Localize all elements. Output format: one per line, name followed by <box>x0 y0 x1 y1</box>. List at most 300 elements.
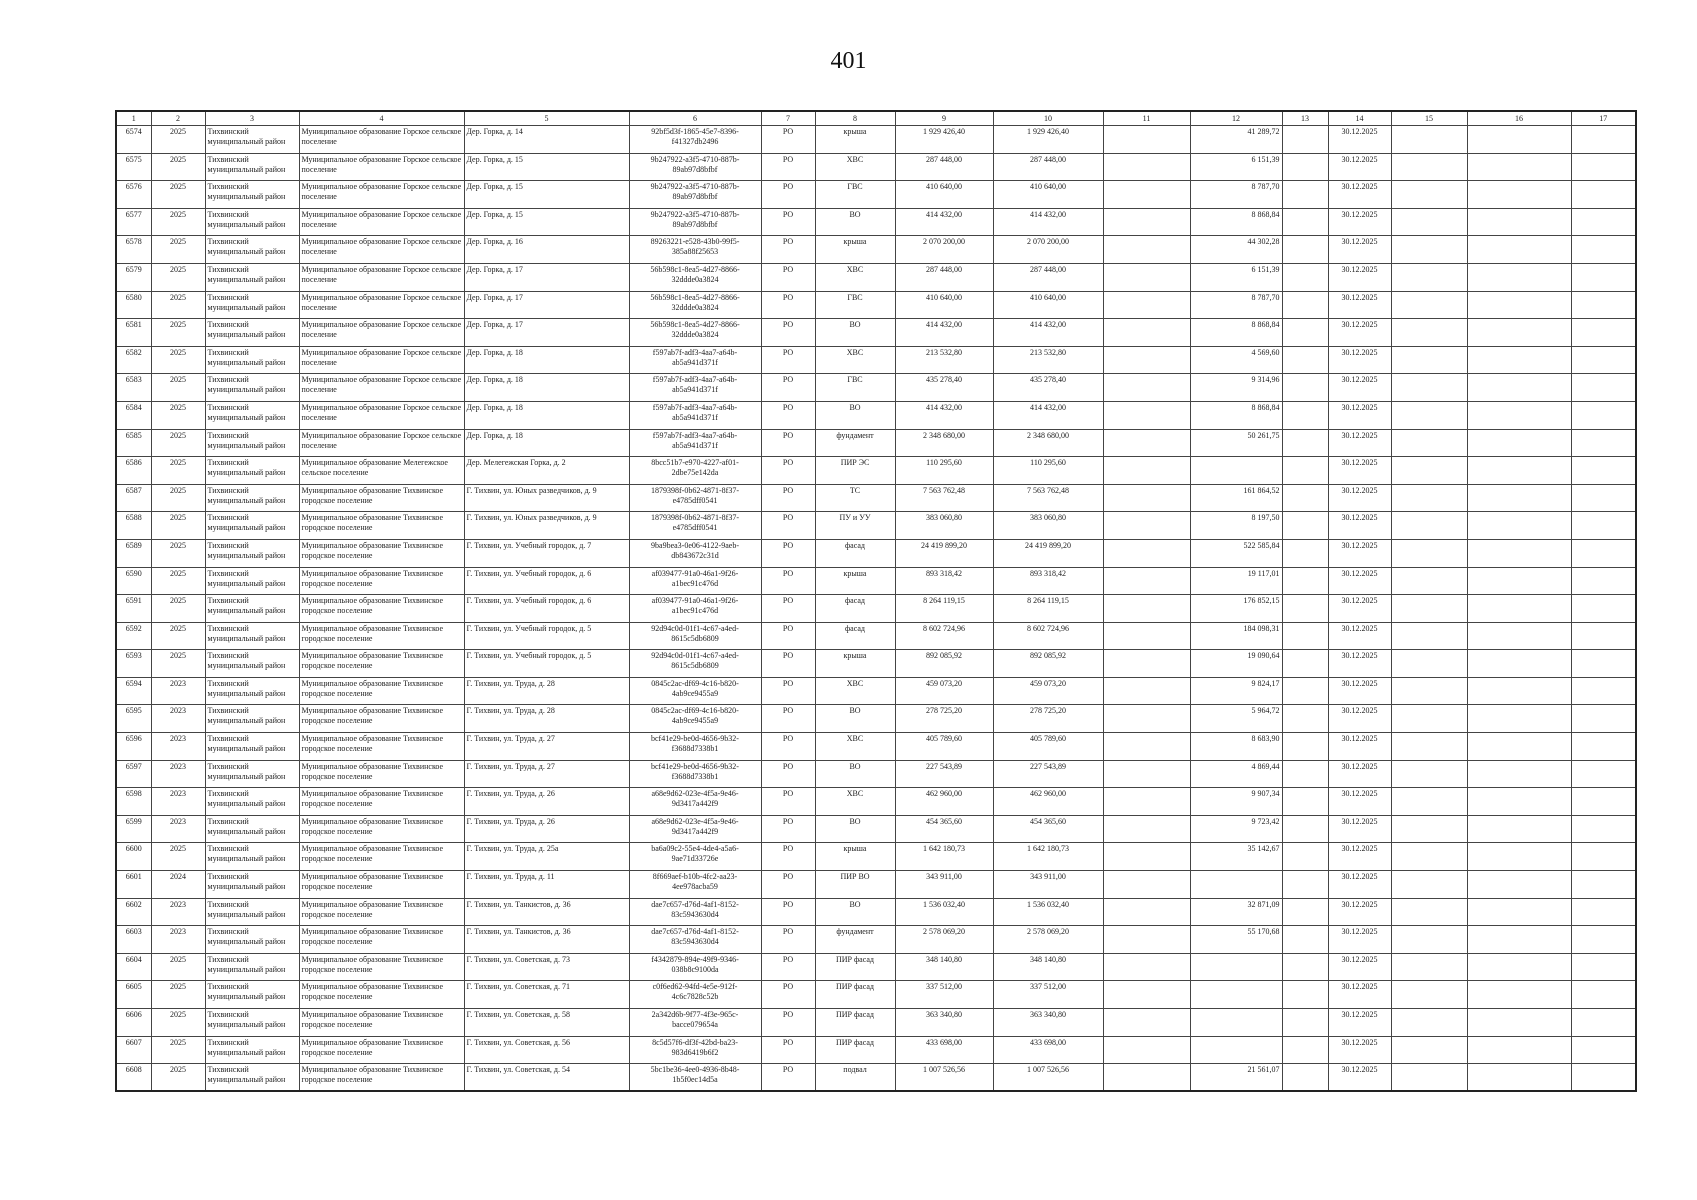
date-cell: 30.12.2025 <box>1328 760 1391 788</box>
column-header-2: 2 <box>151 111 205 126</box>
address-cell: Г. Тихвин, ул. Труда, д. 28 <box>464 705 629 733</box>
date-cell: 30.12.2025 <box>1328 871 1391 899</box>
municipality-cell: Муниципальное образование Тихвинское городское поселение <box>299 1064 464 1092</box>
row-number-cell: 6601 <box>116 871 151 899</box>
col16-cell <box>1467 263 1571 291</box>
row-number-cell: 6576 <box>116 181 151 209</box>
amount-col9-cell: 410 640,00 <box>895 181 993 209</box>
col11-cell <box>1103 181 1190 209</box>
row-number-cell: 6596 <box>116 733 151 761</box>
date-cell: 30.12.2025 <box>1328 953 1391 981</box>
col13-cell <box>1282 512 1328 540</box>
year-cell: 2025 <box>151 622 205 650</box>
date-cell: 30.12.2025 <box>1328 319 1391 347</box>
row-number-cell: 6605 <box>116 981 151 1009</box>
work-type-cell: ХВС <box>815 346 895 374</box>
type-cell: РО <box>761 374 815 402</box>
date-cell: 30.12.2025 <box>1328 595 1391 623</box>
table-row <box>116 153 1636 181</box>
guid-cell: 1879398f-0b62-4871-8f37-e4785dff0541 <box>629 512 761 540</box>
district-cell: Тихвинский муниципальный район <box>205 346 299 374</box>
guid-cell: 8f669aef-b10b-4fc2-aa23-4ee978acba59 <box>629 871 761 899</box>
row-number-cell: 6584 <box>116 401 151 429</box>
col16-cell <box>1467 126 1571 154</box>
column-header-11: 11 <box>1103 111 1190 126</box>
address-cell: Дер. Мелегежская Горка, д. 2 <box>464 457 629 485</box>
row-number-cell: 6583 <box>116 374 151 402</box>
col13-cell <box>1282 429 1328 457</box>
type-cell: РО <box>761 181 815 209</box>
date-cell: 30.12.2025 <box>1328 401 1391 429</box>
amount-col12-cell: 6 151,39 <box>1190 263 1282 291</box>
type-cell: РО <box>761 512 815 540</box>
work-type-cell: ПИР фасад <box>815 981 895 1009</box>
district-cell: Тихвинский муниципальный район <box>205 705 299 733</box>
amount-col12-cell: 21 561,07 <box>1190 1064 1282 1092</box>
col13-cell <box>1282 650 1328 678</box>
table-row <box>116 1036 1636 1064</box>
work-type-cell: ГВС <box>815 291 895 319</box>
col17-cell <box>1571 650 1636 678</box>
amount-col12-cell: 44 302,28 <box>1190 236 1282 264</box>
year-cell: 2023 <box>151 898 205 926</box>
amount-col10-cell: 227 543,89 <box>993 760 1103 788</box>
col15-cell <box>1391 429 1467 457</box>
col11-cell <box>1103 457 1190 485</box>
work-type-cell: подвал <box>815 1064 895 1092</box>
address-cell: Г. Тихвин, ул. Труда, д. 26 <box>464 788 629 816</box>
amount-col9-cell: 383 060,80 <box>895 512 993 540</box>
amount-col12-cell: 522 585,84 <box>1190 539 1282 567</box>
col11-cell <box>1103 236 1190 264</box>
type-cell: РО <box>761 291 815 319</box>
col15-cell <box>1391 898 1467 926</box>
amount-col9-cell: 1 536 032,40 <box>895 898 993 926</box>
amount-col9-cell: 337 512,00 <box>895 981 993 1009</box>
col11-cell <box>1103 126 1190 154</box>
work-type-cell: ПИР ЭС <box>815 457 895 485</box>
address-cell: Г. Тихвин, ул. Танкистов, д. 36 <box>464 898 629 926</box>
guid-cell: 92bf5d3f-1865-45e7-8396-f41327db2496 <box>629 126 761 154</box>
date-cell: 30.12.2025 <box>1328 898 1391 926</box>
col17-cell <box>1571 981 1636 1009</box>
row-number-cell: 6597 <box>116 760 151 788</box>
year-cell: 2025 <box>151 953 205 981</box>
guid-cell: a68e9d62-023e-4f5a-9e46-9d3417a442f9 <box>629 815 761 843</box>
guid-cell: 5bc1be36-4ee0-4936-8b48-1b5f0ec14d5a <box>629 1064 761 1092</box>
col16-cell <box>1467 595 1571 623</box>
amount-col12-cell: 9 723,42 <box>1190 815 1282 843</box>
year-cell: 2023 <box>151 815 205 843</box>
col15-cell <box>1391 760 1467 788</box>
amount-col9-cell: 414 432,00 <box>895 319 993 347</box>
amount-col12-cell <box>1190 1009 1282 1037</box>
amount-col12-cell <box>1190 981 1282 1009</box>
date-cell: 30.12.2025 <box>1328 788 1391 816</box>
district-cell: Тихвинский муниципальный район <box>205 733 299 761</box>
col17-cell <box>1571 595 1636 623</box>
col17-cell <box>1571 788 1636 816</box>
amount-col9-cell: 410 640,00 <box>895 291 993 319</box>
row-number-cell: 6590 <box>116 567 151 595</box>
col17-cell <box>1571 1009 1636 1037</box>
row-number-cell: 6598 <box>116 788 151 816</box>
guid-cell: 9ba9bea3-0e06-4122-9aeb-db843672c31d <box>629 539 761 567</box>
guid-cell: f597ab7f-adf3-4aa7-a64b-ab5a941d371f <box>629 374 761 402</box>
type-cell: РО <box>761 319 815 347</box>
municipality-cell: Муниципальное образование Горское сельское поселение <box>299 291 464 319</box>
col15-cell <box>1391 181 1467 209</box>
date-cell: 30.12.2025 <box>1328 374 1391 402</box>
col13-cell <box>1282 484 1328 512</box>
amount-col10-cell: 433 698,00 <box>993 1036 1103 1064</box>
col16-cell <box>1467 622 1571 650</box>
col15-cell <box>1391 484 1467 512</box>
col16-cell <box>1467 429 1571 457</box>
date-cell: 30.12.2025 <box>1328 429 1391 457</box>
work-type-cell: ХВС <box>815 677 895 705</box>
amount-col10-cell: 8 602 724,96 <box>993 622 1103 650</box>
row-number-cell: 6580 <box>116 291 151 319</box>
table-row <box>116 953 1636 981</box>
address-cell: Г. Тихвин, ул. Труда, д. 26 <box>464 815 629 843</box>
address-cell: Г. Тихвин, ул. Учебный городок, д. 5 <box>464 622 629 650</box>
guid-cell: 8c5d57f6-df3f-42bd-ba23-983d6419b6f2 <box>629 1036 761 1064</box>
district-cell: Тихвинский муниципальный район <box>205 374 299 402</box>
amount-col10-cell: 414 432,00 <box>993 319 1103 347</box>
col17-cell <box>1571 153 1636 181</box>
amount-col10-cell: 24 419 899,20 <box>993 539 1103 567</box>
amount-col12-cell: 161 864,52 <box>1190 484 1282 512</box>
amount-col10-cell: 435 278,40 <box>993 374 1103 402</box>
type-cell: РО <box>761 484 815 512</box>
date-cell: 30.12.2025 <box>1328 457 1391 485</box>
amount-col9-cell: 414 432,00 <box>895 401 993 429</box>
amount-col12-cell <box>1190 871 1282 899</box>
type-cell: РО <box>761 953 815 981</box>
col15-cell <box>1391 374 1467 402</box>
col17-cell <box>1571 760 1636 788</box>
column-number-row <box>116 111 1636 126</box>
guid-cell: 1879398f-0b62-4871-8f37-e4785dff0541 <box>629 484 761 512</box>
work-type-cell: ВО <box>815 760 895 788</box>
col11-cell <box>1103 760 1190 788</box>
amount-col12-cell: 19 117,01 <box>1190 567 1282 595</box>
table-row <box>116 1064 1636 1092</box>
row-number-cell: 6585 <box>116 429 151 457</box>
type-cell: РО <box>761 1036 815 1064</box>
work-type-cell: ПУ и УУ <box>815 512 895 540</box>
col15-cell <box>1391 1036 1467 1064</box>
guid-cell: 2a342d6b-9f77-4f3e-965c-bacce079654a <box>629 1009 761 1037</box>
type-cell: РО <box>761 760 815 788</box>
district-cell: Тихвинский муниципальный район <box>205 236 299 264</box>
col13-cell <box>1282 346 1328 374</box>
district-cell: Тихвинский муниципальный район <box>205 1009 299 1037</box>
year-cell: 2023 <box>151 788 205 816</box>
col17-cell <box>1571 677 1636 705</box>
type-cell: РО <box>761 815 815 843</box>
district-cell: Тихвинский муниципальный район <box>205 760 299 788</box>
guid-cell: c0f6ed62-94fd-4e5e-912f-4c6c7828c52b <box>629 981 761 1009</box>
address-cell: Г. Тихвин, ул. Советская, д. 73 <box>464 953 629 981</box>
municipality-cell: Муниципальное образование Тихвинское городское поселение <box>299 595 464 623</box>
work-type-cell: фундамент <box>815 926 895 954</box>
district-cell: Тихвинский муниципальный район <box>205 622 299 650</box>
amount-col10-cell: 405 789,60 <box>993 733 1103 761</box>
col15-cell <box>1391 126 1467 154</box>
col13-cell <box>1282 815 1328 843</box>
table-row <box>116 208 1636 236</box>
col11-cell <box>1103 346 1190 374</box>
guid-cell: a68e9d62-023e-4f5a-9e46-9d3417a442f9 <box>629 788 761 816</box>
address-cell: Дер. Горка, д. 18 <box>464 346 629 374</box>
amount-col10-cell: 287 448,00 <box>993 153 1103 181</box>
guid-cell: 56b598c1-8ea5-4d27-8866-32ddde0a3824 <box>629 319 761 347</box>
row-number-cell: 6595 <box>116 705 151 733</box>
col16-cell <box>1467 981 1571 1009</box>
work-type-cell: ХВС <box>815 153 895 181</box>
amount-col10-cell: 2 070 200,00 <box>993 236 1103 264</box>
col15-cell <box>1391 512 1467 540</box>
municipality-cell: Муниципальное образование Тихвинское городское поселение <box>299 733 464 761</box>
district-cell: Тихвинский муниципальный район <box>205 539 299 567</box>
column-header-8: 8 <box>815 111 895 126</box>
col13-cell <box>1282 539 1328 567</box>
col17-cell <box>1571 898 1636 926</box>
guid-cell: 89263221-e528-43b0-99f5-385a88f25653 <box>629 236 761 264</box>
row-number-cell: 6592 <box>116 622 151 650</box>
col11-cell <box>1103 484 1190 512</box>
col15-cell <box>1391 843 1467 871</box>
amount-col12-cell: 8 787,70 <box>1190 181 1282 209</box>
address-cell: Дер. Горка, д. 15 <box>464 208 629 236</box>
year-cell: 2023 <box>151 760 205 788</box>
district-cell: Тихвинский муниципальный район <box>205 319 299 347</box>
amount-col9-cell: 459 073,20 <box>895 677 993 705</box>
date-cell: 30.12.2025 <box>1328 1036 1391 1064</box>
row-number-cell: 6588 <box>116 512 151 540</box>
address-cell: Г. Тихвин, ул. Юных разведчиков, д. 9 <box>464 512 629 540</box>
col15-cell <box>1391 650 1467 678</box>
amount-col9-cell: 433 698,00 <box>895 1036 993 1064</box>
col13-cell <box>1282 595 1328 623</box>
district-cell: Тихвинский муниципальный район <box>205 512 299 540</box>
row-number-cell: 6574 <box>116 126 151 154</box>
guid-cell: 92d94c0d-01f1-4c67-a4ed-8615c5db6809 <box>629 650 761 678</box>
work-type-cell: крыша <box>815 236 895 264</box>
amount-col10-cell: 1 536 032,40 <box>993 898 1103 926</box>
col13-cell <box>1282 208 1328 236</box>
address-cell: Г. Тихвин, ул. Юных разведчиков, д. 9 <box>464 484 629 512</box>
col15-cell <box>1391 401 1467 429</box>
guid-cell: 56b598c1-8ea5-4d27-8866-32ddde0a3824 <box>629 291 761 319</box>
address-cell: Дер. Горка, д. 15 <box>464 181 629 209</box>
amount-col10-cell: 110 295,60 <box>993 457 1103 485</box>
municipality-cell: Муниципальное образование Тихвинское городское поселение <box>299 815 464 843</box>
address-cell: Г. Тихвин, ул. Труда, д. 25а <box>464 843 629 871</box>
year-cell: 2025 <box>151 429 205 457</box>
col11-cell <box>1103 512 1190 540</box>
work-type-cell: крыша <box>815 650 895 678</box>
address-cell: Г. Тихвин, ул. Учебный городок, д. 6 <box>464 567 629 595</box>
amount-col9-cell: 213 532,80 <box>895 346 993 374</box>
date-cell: 30.12.2025 <box>1328 981 1391 1009</box>
amount-col9-cell: 348 140,80 <box>895 953 993 981</box>
col15-cell <box>1391 1064 1467 1092</box>
row-number-cell: 6604 <box>116 953 151 981</box>
col17-cell <box>1571 401 1636 429</box>
col16-cell <box>1467 871 1571 899</box>
work-type-cell: ХВС <box>815 733 895 761</box>
address-cell: Г. Тихвин, ул. Советская, д. 54 <box>464 1064 629 1092</box>
amount-col9-cell: 2 578 069,20 <box>895 926 993 954</box>
district-cell: Тихвинский муниципальный район <box>205 871 299 899</box>
work-type-cell: фасад <box>815 539 895 567</box>
table-row <box>116 512 1636 540</box>
amount-col9-cell: 454 365,60 <box>895 815 993 843</box>
year-cell: 2025 <box>151 126 205 154</box>
col16-cell <box>1467 926 1571 954</box>
district-cell: Тихвинский муниципальный район <box>205 898 299 926</box>
guid-cell: f597ab7f-adf3-4aa7-a64b-ab5a941d371f <box>629 346 761 374</box>
district-cell: Тихвинский муниципальный район <box>205 567 299 595</box>
address-cell: Дер. Горка, д. 18 <box>464 374 629 402</box>
amount-col12-cell: 32 871,09 <box>1190 898 1282 926</box>
row-number-cell: 6600 <box>116 843 151 871</box>
amount-col12-cell: 50 261,75 <box>1190 429 1282 457</box>
date-cell: 30.12.2025 <box>1328 843 1391 871</box>
col16-cell <box>1467 374 1571 402</box>
col16-cell <box>1467 1064 1571 1092</box>
amount-col12-cell: 6 151,39 <box>1190 153 1282 181</box>
type-cell: РО <box>761 236 815 264</box>
col17-cell <box>1571 484 1636 512</box>
year-cell: 2025 <box>151 539 205 567</box>
row-number-cell: 6608 <box>116 1064 151 1092</box>
table-row <box>116 1009 1636 1037</box>
guid-cell: dae7c657-d76d-4af1-8152-83c5943630d4 <box>629 926 761 954</box>
col13-cell <box>1282 457 1328 485</box>
amount-col10-cell: 410 640,00 <box>993 291 1103 319</box>
col13-cell <box>1282 898 1328 926</box>
amount-col10-cell: 7 563 762,48 <box>993 484 1103 512</box>
table-row <box>116 236 1636 264</box>
year-cell: 2025 <box>151 650 205 678</box>
amount-col12-cell: 9 907,34 <box>1190 788 1282 816</box>
col15-cell <box>1391 677 1467 705</box>
table-row <box>116 457 1636 485</box>
municipality-cell: Муниципальное образование Горское сельское поселение <box>299 208 464 236</box>
municipality-cell: Муниципальное образование Тихвинское городское поселение <box>299 953 464 981</box>
date-cell: 30.12.2025 <box>1328 733 1391 761</box>
table-row <box>116 346 1636 374</box>
col11-cell <box>1103 788 1190 816</box>
municipality-cell: Муниципальное образование Горское сельское поселение <box>299 374 464 402</box>
type-cell: РО <box>761 1009 815 1037</box>
table-row <box>116 181 1636 209</box>
col17-cell <box>1571 319 1636 347</box>
amount-col12-cell: 8 197,50 <box>1190 512 1282 540</box>
amount-col9-cell: 405 789,60 <box>895 733 993 761</box>
amount-col9-cell: 24 419 899,20 <box>895 539 993 567</box>
amount-col10-cell: 363 340,80 <box>993 1009 1103 1037</box>
amount-col12-cell: 35 142,67 <box>1190 843 1282 871</box>
guid-cell: 92d94c0d-01f1-4c67-a4ed-8615c5db6809 <box>629 622 761 650</box>
col16-cell <box>1467 843 1571 871</box>
amount-col10-cell: 213 532,80 <box>993 346 1103 374</box>
table-row <box>116 263 1636 291</box>
row-number-cell: 6575 <box>116 153 151 181</box>
col13-cell <box>1282 319 1328 347</box>
municipality-cell: Муниципальное образование Тихвинское городское поселение <box>299 788 464 816</box>
date-cell: 30.12.2025 <box>1328 484 1391 512</box>
work-type-cell: ПИР фасад <box>815 953 895 981</box>
work-type-cell: фасад <box>815 622 895 650</box>
amount-col10-cell: 1 642 180,73 <box>993 843 1103 871</box>
amount-col12-cell: 4 869,44 <box>1190 760 1282 788</box>
amount-col12-cell: 8 868,84 <box>1190 208 1282 236</box>
col17-cell <box>1571 457 1636 485</box>
table-row <box>116 622 1636 650</box>
amount-col10-cell: 2 578 069,20 <box>993 926 1103 954</box>
type-cell: РО <box>761 705 815 733</box>
municipality-cell: Муниципальное образование Тихвинское городское поселение <box>299 705 464 733</box>
col17-cell <box>1571 1064 1636 1092</box>
col15-cell <box>1391 815 1467 843</box>
date-cell: 30.12.2025 <box>1328 291 1391 319</box>
year-cell: 2023 <box>151 677 205 705</box>
amount-col10-cell: 1 007 526,56 <box>993 1064 1103 1092</box>
municipality-cell: Муниципальное образование Горское сельское поселение <box>299 429 464 457</box>
district-cell: Тихвинский муниципальный район <box>205 401 299 429</box>
guid-cell: af039477-91a0-46a1-9f26-a1bec91c476d <box>629 595 761 623</box>
address-cell: Г. Тихвин, ул. Учебный городок, д. 7 <box>464 539 629 567</box>
col16-cell <box>1467 236 1571 264</box>
type-cell: РО <box>761 595 815 623</box>
table-row <box>116 484 1636 512</box>
guid-cell: 0845c2ac-df69-4c16-b820-4ab9ce9455a9 <box>629 677 761 705</box>
amount-col12-cell <box>1190 953 1282 981</box>
col15-cell <box>1391 788 1467 816</box>
col16-cell <box>1467 815 1571 843</box>
table-row <box>116 401 1636 429</box>
guid-cell: 9b247922-a3f5-4710-887b-89ab97d8bfbf <box>629 153 761 181</box>
address-cell: Г. Тихвин, ул. Советская, д. 71 <box>464 981 629 1009</box>
municipality-cell: Муниципальное образование Горское сельское поселение <box>299 236 464 264</box>
amount-col10-cell: 278 725,20 <box>993 705 1103 733</box>
address-cell: Г. Тихвин, ул. Советская, д. 58 <box>464 1009 629 1037</box>
address-cell: Г. Тихвин, ул. Труда, д. 28 <box>464 677 629 705</box>
row-number-cell: 6606 <box>116 1009 151 1037</box>
amount-col12-cell: 19 090,64 <box>1190 650 1282 678</box>
col16-cell <box>1467 1009 1571 1037</box>
col16-cell <box>1467 677 1571 705</box>
table-row <box>116 374 1636 402</box>
year-cell: 2025 <box>151 374 205 402</box>
type-cell: РО <box>761 263 815 291</box>
amount-col12-cell <box>1190 1036 1282 1064</box>
work-type-cell: крыша <box>815 843 895 871</box>
municipality-cell: Муниципальное образование Тихвинское городское поселение <box>299 677 464 705</box>
amount-col9-cell: 287 448,00 <box>895 263 993 291</box>
guid-cell: f4342879-894e-49f9-9346-038b8c9100da <box>629 953 761 981</box>
date-cell: 30.12.2025 <box>1328 1064 1391 1092</box>
col16-cell <box>1467 181 1571 209</box>
guid-cell: bcf41e29-be0d-4656-9b32-f3688d7338b1 <box>629 733 761 761</box>
municipality-cell: Муниципальное образование Тихвинское городское поселение <box>299 871 464 899</box>
col13-cell <box>1282 567 1328 595</box>
